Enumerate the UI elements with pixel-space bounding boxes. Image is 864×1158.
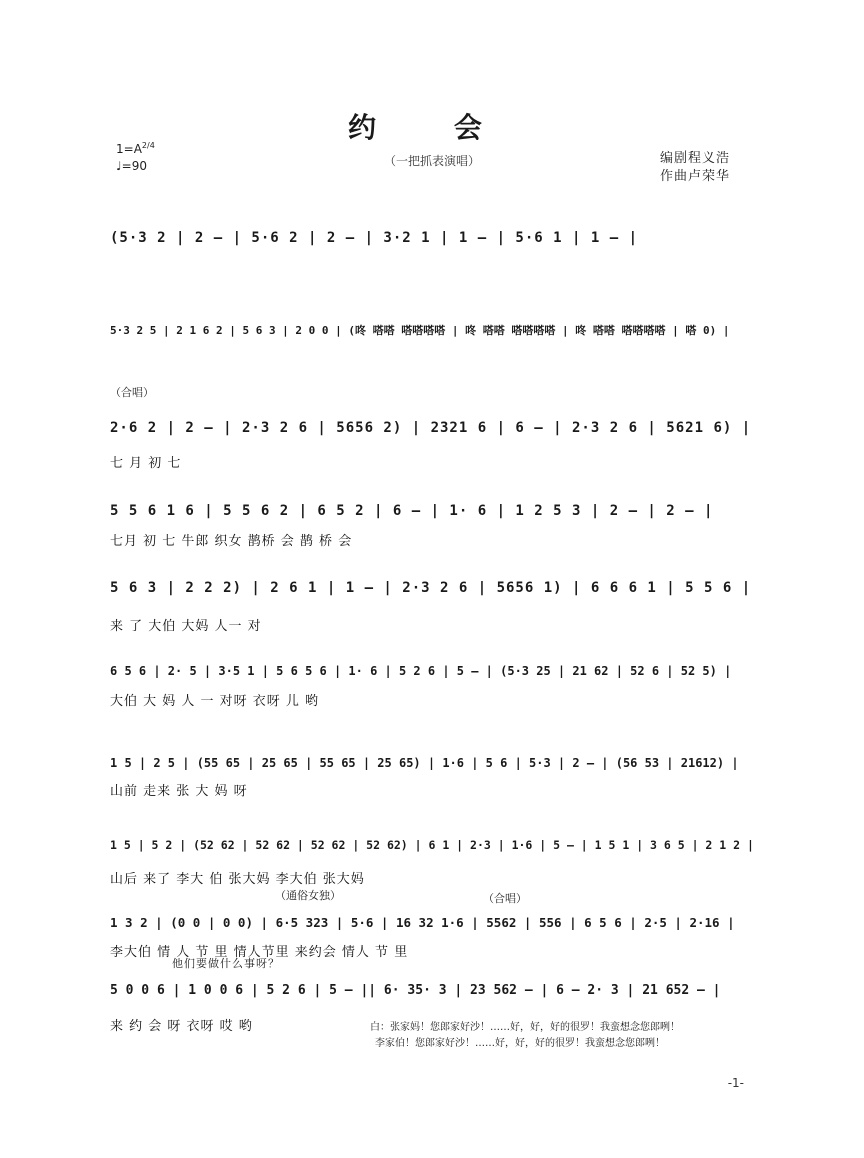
key-signature xyxy=(116,141,155,156)
notation-line: 6 5 6 | 2· 5 | 3·5 1 | 5 6 5 6 | 1· 6 | 5 2 6 | 5 – | (5·3 25 | 21 62 | 52 6 | 52 5) | xyxy=(110,664,732,678)
lyric-line: 大伯 大 妈 人 一 对呀 衣呀 儿 哟 xyxy=(110,694,320,709)
notation-line: 2·6 2 | 2 – | 2·3 2 6 | 5656 2) | 2321 6 | 6 – | 2·3 2 6 | 5621 6) | xyxy=(110,420,752,436)
lyric-line: 七月 初 七 牛郎 织女 鹊桥 会 鹊 桥 会 xyxy=(110,534,353,549)
key-label: 1=A xyxy=(116,142,142,156)
lyric-line: 山前 走来 张 大 妈 呀 xyxy=(110,784,248,799)
tempo-marking: ♩=90 xyxy=(116,159,147,173)
lyric-line: 七 月 初 七 xyxy=(110,456,182,471)
time-signature: 2/4 xyxy=(141,141,155,150)
notation-line: 5 0 0 6 | 1 0 0 6 | 5 2 6 | 5 – || 6· 35· 3 | 23 562 – | 6 – 2· 3 | 21 652 – | xyxy=(110,983,721,998)
spoken-line-2: 李家伯！您郎家好沙！……好，好，好的很罗！我蛮想念您郎咧！ xyxy=(375,1038,665,1049)
notation-line: 5 5 6 1 6 | 5 5 6 2 | 6 5 2 | 6 – | 1· 6 | 1 2 5 3 | 2 – | 2 – | xyxy=(110,503,714,519)
notation-line: 1 5 | 2 5 | (55 65 | 25 65 | 55 65 | 25 65) | 1·6 | 5 6 | 5·3 | 2 – | (56 53 | 21612) | xyxy=(110,756,739,770)
notation-line: 5 6 3 | 2 2 2) | 2 6 1 | 1 – | 2·3 2 6 | 5656 1) | 6 6 6 1 | 5 5 6 | xyxy=(110,580,752,596)
credit-composer: 作曲卢荣华 xyxy=(660,169,731,184)
notation-line: 1 5 | 5 2 | (52 62 | 52 62 | 52 62 | 52 62) | 6 1 | 2·3 | 1·6 | 5 – | 1 5 1 | 3 6 5 | 2 1 2 | xyxy=(110,838,754,852)
spoken-line-1: 白：张家妈！您郎家好沙！……好，好，好的很罗！我蛮想念您郎咧！ xyxy=(370,1022,680,1033)
section-label-chorus-2: （合唱） xyxy=(483,892,527,905)
song-title: 约 会 xyxy=(348,111,516,144)
credit-writer: 编剧程义浩 xyxy=(660,151,731,166)
notation-line: 1 3 2 | (0 0 | 0 0) | 6·5 323 | 5·6 | 16 32 1·6 | 5562 | 556 | 6 5 6 | 2·5 | 2·16 | xyxy=(110,915,735,930)
lyric-line: 李大伯 情 人 节 里 情人节里 来约会 情人 节 里 xyxy=(110,945,409,960)
song-subtitle: （一把抓表演唱） xyxy=(383,154,480,168)
notation-line: 5·3 2 5 | 2 1 6 2 | 5 6 3 | 2 0 0 | (咚 嗒嗒 嗒嗒嗒嗒 | 咚 嗒嗒 嗒嗒嗒嗒 | 咚 嗒嗒 嗒嗒嗒嗒 | 嗒 0) | xyxy=(110,324,730,337)
spoken-aside: 他们要做什么事呀？ xyxy=(172,957,280,970)
lyric-line: 来 了 大伯 大妈 人一 对 xyxy=(110,619,262,634)
lyric-line: 山后 来了 李大 伯 张大妈 李大伯 张大妈 xyxy=(110,872,365,887)
notation-line: (5·3 2 | 2 – | 5·6 2 | 2 – | 3·2 1 | 1 – | 5·6 1 | 1 – | xyxy=(110,230,639,246)
lyric-line: 来 约 会 呀 衣呀 哎 哟 xyxy=(110,1019,253,1034)
page-number: -1- xyxy=(727,1076,744,1090)
section-label-chorus: （合唱） xyxy=(110,386,154,399)
section-label-solo: （通俗女独） xyxy=(275,889,341,902)
